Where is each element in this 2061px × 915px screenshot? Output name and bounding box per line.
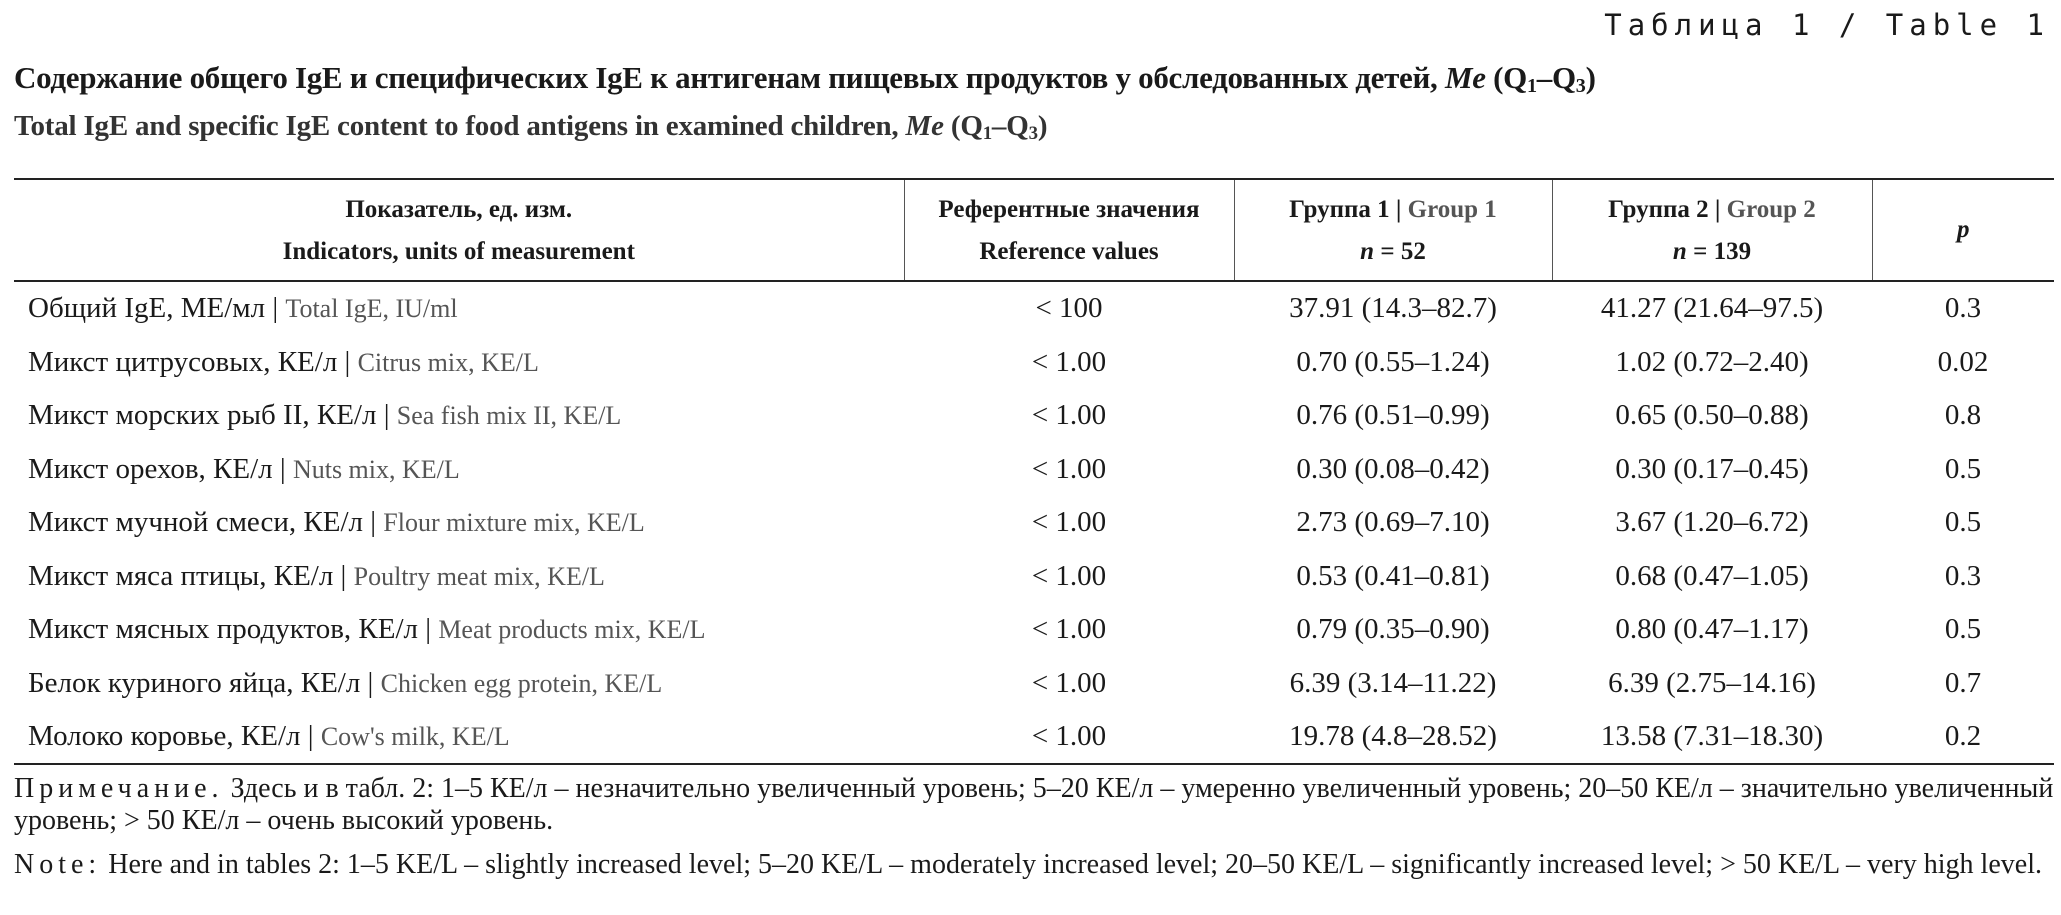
table-row: Микст мясных продуктов, КЕ/л | Meat products mix, KE/L < 1.00 0.79 (0.35–0.90) 0.80 (0.47–1.17) 0.5 <box>28 613 1982 646</box>
header-indicator: Показатель, ед. изм. Indicators, units of measurement <box>14 179 904 281</box>
header-p: p <box>1957 215 1970 243</box>
table-row: Белок куриного яйца, КЕ/л | Chicken egg protein, KE/L < 1.00 6.39 (3.14–11.22) 6.39 (2.75–14.16) 0.7 <box>28 666 1982 699</box>
table-row: Молоко коровье, КЕ/л | Cow's milk, KE/L < 1.00 19.78 (4.8–28.52) 13.58 (7.31–18.30) 0.2 <box>14 710 2054 765</box>
table-row: Микст мяса птицы, КЕ/л | Poultry meat mix, KE/L < 1.00 0.53 (0.41–0.81) 0.68 (0.47–1.05) 0.3 <box>28 559 1982 592</box>
table-row: Общий IgE, МЕ/мл | Total IgE, IU/ml < 100 37.91 (14.3–82.7) 41.27 (21.64–97.5) 0.3 <box>28 292 1982 325</box>
note-ru: Примечание. Здесь и в табл. 2: 1–5 КЕ/л – незначительно увеличенный уровень; 5–20 КЕ/л – умеренно увеличенный уровень; 20–50 КЕ/л – значительно увеличенный уровень; > 50 КЕ/л – очень высокий уровень. <box>14 773 2054 837</box>
table-page <box>14 0 2054 881</box>
table-row: Микст мучной смеси, КЕ/л | Flour mixture mix, KE/L < 1.00 2.73 (0.69–7.10) 3.67 (1.20–6.72) 0.5 <box>28 506 1982 539</box>
header-reference: Референтные значения Reference values <box>904 179 1234 281</box>
table-title-en: Total IgE and specific IgE content to food antigens in examined children, Me $(Q_1-Q_3)$ <box>14 110 1048 144</box>
table-header-row <box>14 179 2054 281</box>
table-row: Микст цитрусовых, КЕ/л | Citrus mix, KE/L < 1.00 0.70 (0.55–1.24) 1.02 (0.72–2.40) 0.02 <box>28 345 1989 378</box>
table-number-label: Таблица 1 / Table 1 <box>1604 8 2050 42</box>
table-row: Микст морских рыб II, КЕ/л | Sea fish mix II, KE/L < 1.00 0.76 (0.51–0.99) 0.65 (0.50–0.88) 0.8 <box>28 399 1982 432</box>
note-en: Note: Here and in tables 2: 1–5 KE/L – slightly increased level; 5–20 KE/L – moderately increased level; 20–50 KE/L – significantly increased level; > 50 KE/L – very high level. <box>14 849 2042 881</box>
header-group2: Группа 2 | Group 2 n = 139 <box>1552 179 1872 281</box>
ige-table <box>14 178 2054 766</box>
header-group1: Группа 1 | Group 1 n = 52 <box>1234 179 1552 281</box>
table-title-ru: Содержание общего IgE и специфических IgE к антигенам пищевых продуктов у обследованных детей, Me $(Q_1-Q_3)$ <box>14 60 1596 98</box>
table-row: Микст орехов, КЕ/л | Nuts mix, KE/L < 1.00 0.30 (0.08–0.42) 0.30 (0.17–0.45) 0.5 <box>28 452 1982 485</box>
